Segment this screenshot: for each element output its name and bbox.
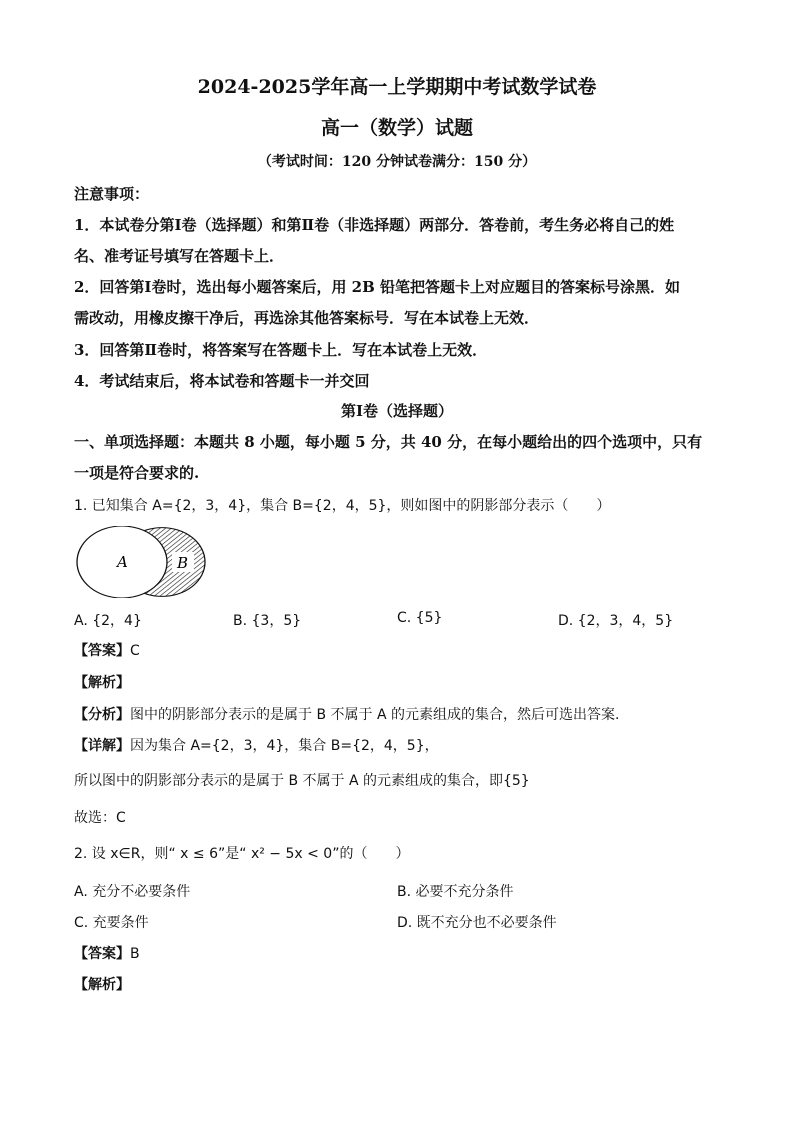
venn-diagram [74, 526, 210, 598]
exam-subtitle: 高一（数学）试题 [320, 117, 473, 139]
question-2-analysis-tag [74, 974, 130, 994]
question-1-answer: C [130, 643, 140, 659]
notice-item-3: 3．回答第Ⅱ卷时，将答案写在答题卡上．写在本试卷上无效． [74, 341, 488, 359]
question-2-stem: 2. 设 x∈R，则“ x ≤ 6”是“ x² − 5x < 0”的（ ） [74, 846, 410, 862]
question-1-stem: 1. 已知集合 A={2，3，4}，集合 B={2，4，5}，则如图中的阴影部分表示（ ） [74, 498, 611, 514]
question-1-option-b: B. {3，5} [233, 613, 302, 629]
question-1-analysis-tag [74, 672, 130, 692]
question-2-option-d: D. 既不充分也不必要条件 [397, 915, 557, 931]
notice-item-2-line-2: 需改动，用橡皮擦干净后，再选涂其他答案标号．写在本试卷上无效． [74, 309, 540, 327]
section-1-instructions-line-1: 一、单项选择题：本题共 8 小题，每小题 5 分，共 40 分，在每小题给出的四个选项中，只有 [74, 433, 703, 451]
question-1-option-d: D. {2，3，4，5} [558, 613, 674, 629]
notice-item-2-line-1: 2．回答第Ⅰ卷时，选出每小题答案后，用 2B 铅笔把答题卡上对应题目的答案标号涂黑．如 [74, 278, 681, 296]
notice-item-1-line-1: 1．本试卷分第Ⅰ卷（选择题）和第Ⅱ卷（非选择题）两部分．答卷前，考生务必将自己的姓 [74, 216, 675, 234]
question-2-option-c: C. 充要条件 [74, 915, 149, 931]
question-1-xiangjie-row [74, 735, 439, 755]
set-b-label: B [177, 554, 189, 572]
notice-item-1-line-2: 名、准考证号填写在答题卡上． [74, 247, 285, 265]
set-a-label: A [117, 553, 128, 571]
question-2-answer: B [130, 946, 140, 962]
question-1-fenxi-row [74, 704, 619, 724]
question-2-answer-row [74, 943, 140, 963]
question-1-option-a: A. {2，4} [74, 613, 142, 629]
section-1-title: 第Ⅰ卷（选择题） [340, 402, 454, 420]
question-1-choice: 故选：C [74, 810, 126, 826]
analysis-tag: 【解析】 [74, 977, 130, 993]
question-1-answer-row [74, 640, 140, 660]
answer-tag: 【答案】 [74, 946, 130, 962]
exam-title: 2024-2025学年高一上学期期中考试数学试卷 [197, 76, 597, 98]
xiangjie-tag: 【详解】 [74, 738, 130, 754]
question-2-option-a: A. 充分不必要条件 [74, 884, 191, 900]
question-1-conclusion: 所以图中的阴影部分表示的是属于 B 不属于 A 的元素组成的集合，即{5} [74, 773, 530, 789]
exam-info: （考试时间：120 分钟试卷满分：150 分） [257, 154, 537, 170]
question-1-option-c: C. {5} [397, 610, 443, 626]
question-2-option-b: B. 必要不充分条件 [397, 884, 514, 900]
answer-tag: 【答案】 [74, 643, 130, 659]
question-1-fenxi: 图中的阴影部分表示的是属于 B 不属于 A 的元素组成的集合，然后可选出答案. [130, 707, 620, 723]
notice-heading: 注意事项： [74, 185, 150, 203]
section-1-instructions-line-2: 一项是符合要求的. [74, 464, 200, 482]
analysis-tag: 【解析】 [74, 675, 130, 691]
fenxi-tag: 【分析】 [74, 707, 130, 723]
question-1-xiangjie: 因为集合 A={2，3，4}，集合 B={2，4，5}， [130, 738, 439, 754]
notice-item-4: 4．考试结束后，将本试卷和答题卡一并交回 [74, 372, 370, 390]
